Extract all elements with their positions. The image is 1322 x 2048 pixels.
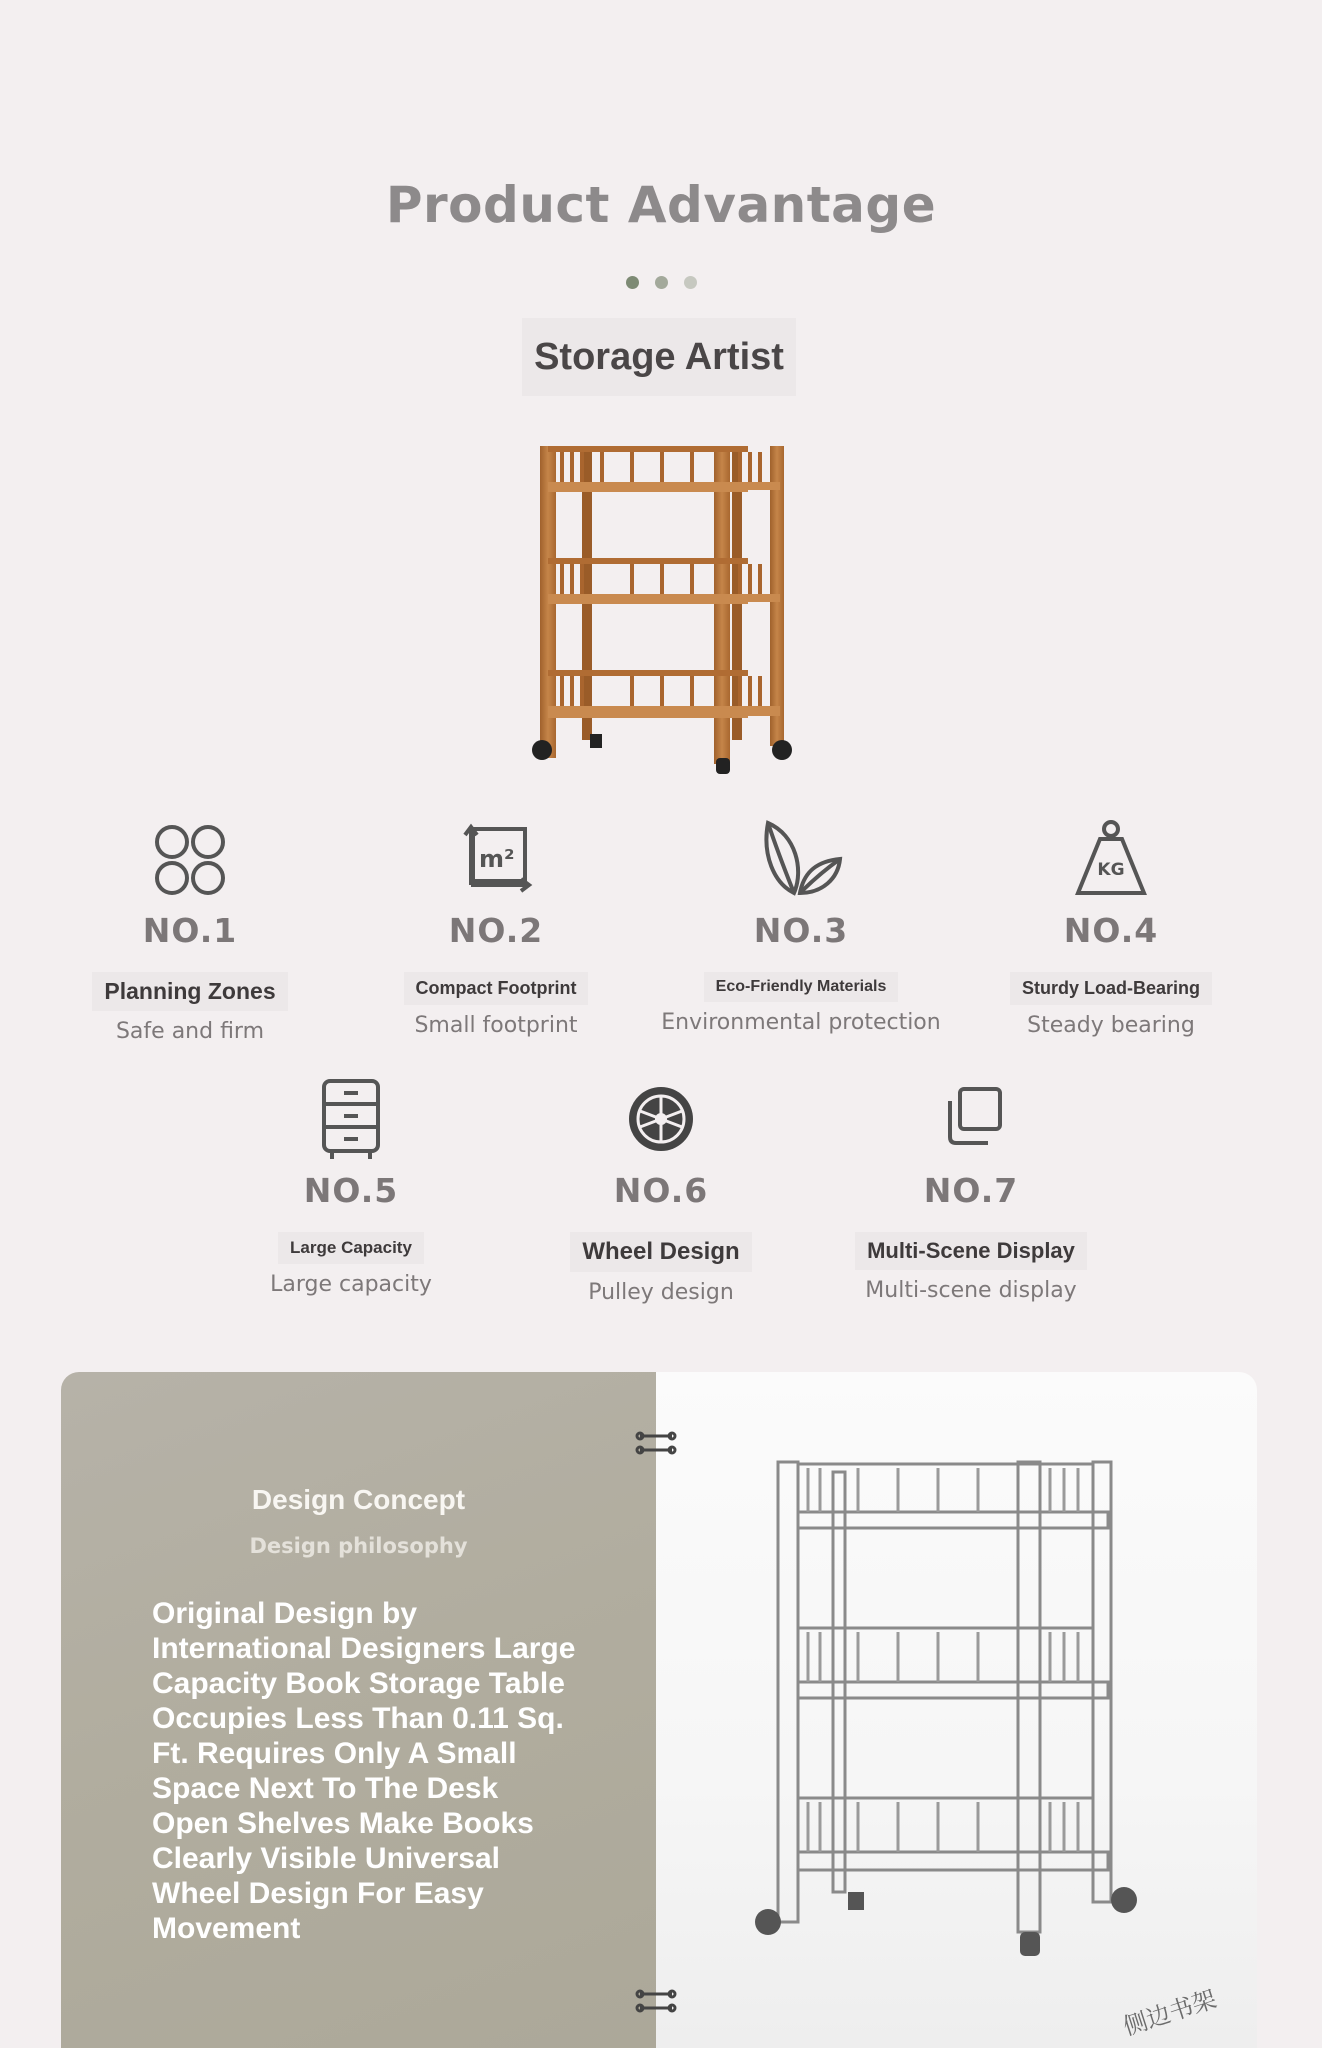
feature-item [821,1075,1121,1303]
sketch-shelf-image [748,1452,1168,1972]
feature-name: Large Capacity [278,1232,424,1264]
feature-item [961,815,1261,1038]
feature-desc: Small footprint [414,1013,578,1038]
feature-number: NO.2 [448,911,544,950]
clover-icon [145,815,235,905]
carousel-dot-1[interactable] [626,276,639,289]
design-concept-panel [61,1372,1257,2048]
feature-desc: Environmental protection [661,1010,941,1035]
svg-text:KG: KG [1097,860,1125,880]
page-title: Product Advantage [385,176,937,234]
copy-icon [926,1075,1016,1165]
feature-name: Eco-Friendly Materials [704,972,899,1002]
feature-name: Sturdy Load-Bearing [1010,972,1212,1005]
feature-desc: Pulley design [588,1280,734,1305]
feature-item [40,815,340,1044]
product-shelf-image [520,438,804,786]
feature-item [201,1075,501,1297]
feature-name: Wheel Design [570,1232,751,1272]
wheel-icon [616,1075,706,1165]
feature-desc: Large capacity [270,1272,432,1297]
feature-number: NO.6 [613,1171,709,1210]
leaf-icon [756,815,846,905]
feature-desc: Safe and firm [115,1019,265,1044]
feature-name: Multi-Scene Display [855,1232,1087,1270]
design-subtitle: Design philosophy [249,1534,468,1558]
kg-weight-icon [1066,815,1156,905]
feature-item [346,815,646,1038]
feature-desc: Multi-scene display [865,1278,1077,1303]
feature-desc: Steady bearing [1027,1013,1195,1038]
feature-number: NO.7 [923,1171,1019,1210]
carousel-dots [0,276,1322,289]
carousel-dot-2[interactable] [655,276,668,289]
feature-item [651,815,951,1035]
section-subtitle: Storage Artist [522,318,796,396]
design-body: Original Design by International Designers Large Capacity Book Storage Table Occupies Less Than 0.11 Sq. Ft. Requires Only A Small Space Next To The Desk Open Shelves Make Books Clearly Visible Universal Wheel Design For Easy Movement [152,1597,576,1945]
binder-clip-icon [634,1984,678,2020]
svg-text:m²: m² [479,845,515,873]
design-text-area [61,1372,656,2048]
feature-number: NO.5 [303,1171,399,1210]
feature-number: NO.3 [753,911,849,950]
carousel-dot-3[interactable] [684,276,697,289]
binder-clip-icon [634,1426,678,1462]
handwritten-caption: 侧边书架 [1119,1984,1220,2042]
feature-number: NO.1 [142,911,238,950]
feature-number: NO.4 [1063,911,1159,950]
feature-item [511,1075,811,1305]
feature-name: Planning Zones [92,972,287,1011]
drawer-cabinet-icon [306,1075,396,1165]
sketch-image-area [656,1372,1257,2048]
design-title: Design Concept [251,1484,466,1515]
square-meter-icon [451,815,541,905]
feature-name: Compact Footprint [404,972,589,1005]
